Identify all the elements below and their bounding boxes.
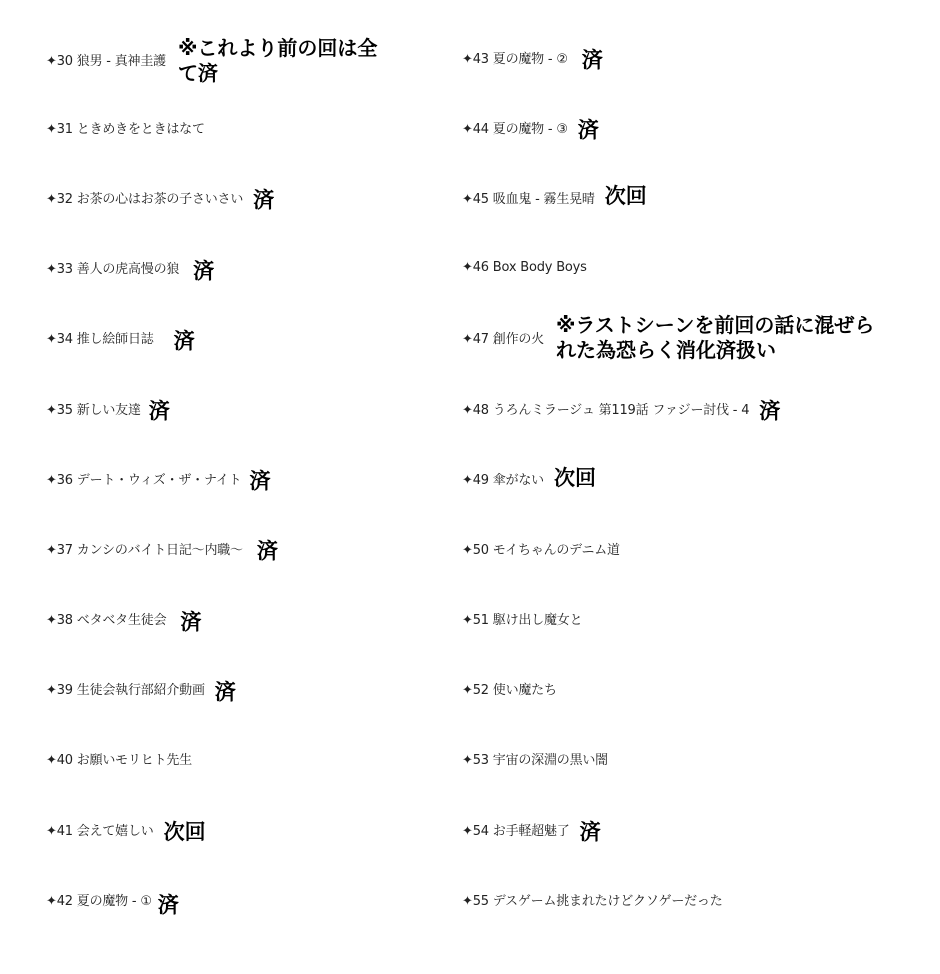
episode-title: ✦47 創作の火 <box>462 332 544 348</box>
list-item <box>462 303 932 373</box>
list-item <box>462 162 932 232</box>
list-item <box>462 654 932 724</box>
list-item <box>462 22 932 92</box>
episode-list-right <box>462 22 932 934</box>
list-item <box>462 233 932 303</box>
episode-note: ※これより前の回は全て済 <box>177 36 378 85</box>
episode-title: ✦43 夏の魔物 - ② <box>462 51 568 67</box>
episode-title: ✦44 夏の魔物 - ③ <box>462 121 568 137</box>
episode-title: ✦51 駆け出し魔女と <box>462 613 583 629</box>
status-mark: 済 <box>193 258 215 283</box>
episode-title: ✦38 ベタベタ生徒会 <box>46 613 167 629</box>
episode-title: ✦34 推し絵師日誌 <box>46 332 154 348</box>
list-item <box>46 654 426 724</box>
episode-note: ※ラストシーンを前回の話に混ぜられた為恐らく消化済扱い <box>555 312 875 362</box>
episode-title: ✦40 お願いモリヒト先生 <box>46 753 192 769</box>
list-item <box>46 443 426 513</box>
list-item <box>46 513 426 583</box>
list-item <box>46 584 426 654</box>
list-item <box>462 443 932 513</box>
episode-title: ✦31 ときめきをときはなて <box>46 121 205 137</box>
list-item <box>46 162 426 232</box>
status-mark: 次回 <box>163 820 206 845</box>
status-mark: 済 <box>577 118 599 143</box>
list-item <box>462 794 932 864</box>
episode-title: ✦39 生徒会執行部紹介動画 <box>46 683 205 699</box>
status-mark: 済 <box>579 820 601 845</box>
episode-title: ✦41 会えて嬉しい <box>46 823 154 839</box>
status-mark: 済 <box>180 609 202 634</box>
list-item <box>462 584 932 654</box>
episode-title: ✦53 宇宙の深淵の黒い闇 <box>462 753 608 769</box>
episode-title: ✦46 Box Body Boys <box>462 260 587 276</box>
status-mark: 済 <box>249 469 271 494</box>
episode-title: ✦37 カンシのバイト日記～内職～ <box>46 542 243 558</box>
episode-title: ✦36 デート・ウィズ・ザ・ナイト <box>46 472 242 488</box>
list-item <box>46 22 426 92</box>
status-mark: 次回 <box>553 466 596 491</box>
status-mark: 済 <box>581 48 603 73</box>
status-mark: 済 <box>148 399 170 424</box>
episode-title: ✦42 夏の魔物 - ① <box>46 893 152 909</box>
episode-title: ✦30 狼男 - 真神圭護 <box>46 54 166 69</box>
episode-title: ✦55 デスゲーム挑まれたけどクソゲーだった <box>462 893 723 909</box>
episode-list-left <box>46 22 426 934</box>
status-mark: 済 <box>214 679 236 704</box>
status-mark: 済 <box>253 188 275 213</box>
list-item <box>46 303 426 373</box>
status-mark: 次回 <box>604 184 647 209</box>
episode-title: ✦33 善人の虎高慢の狼 <box>46 262 180 278</box>
list-item <box>46 864 426 934</box>
list-item <box>462 373 932 443</box>
status-mark: 済 <box>759 399 781 424</box>
episode-title: ✦32 お茶の心はお茶の子さいさい <box>46 191 244 207</box>
episode-title: ✦35 新しい友達 <box>46 402 141 418</box>
list-item <box>462 864 932 934</box>
list-item <box>462 724 932 794</box>
list-item <box>46 92 426 162</box>
status-mark: 済 <box>173 328 195 353</box>
episode-title: ✦48 うろんミラージュ 第119話 ファジー討伐 - 4 <box>462 402 750 418</box>
list-item <box>46 373 426 443</box>
episode-title: ✦50 モイちゃんのデニム道 <box>462 542 620 558</box>
list-item <box>46 724 426 794</box>
status-mark: 済 <box>157 893 179 918</box>
episode-title: ✦52 使い魔たち <box>462 683 557 699</box>
episode-title: ✦49 傘がない <box>462 472 544 488</box>
episode-title: ✦54 お手軽超魅了 <box>462 823 570 839</box>
list-item <box>46 233 426 303</box>
episode-title: ✦45 吸血鬼 - 霧生晃晴 <box>462 191 595 207</box>
status-mark: 済 <box>256 539 278 564</box>
list-item <box>462 513 932 583</box>
list-item <box>46 794 426 864</box>
list-item <box>462 92 932 162</box>
